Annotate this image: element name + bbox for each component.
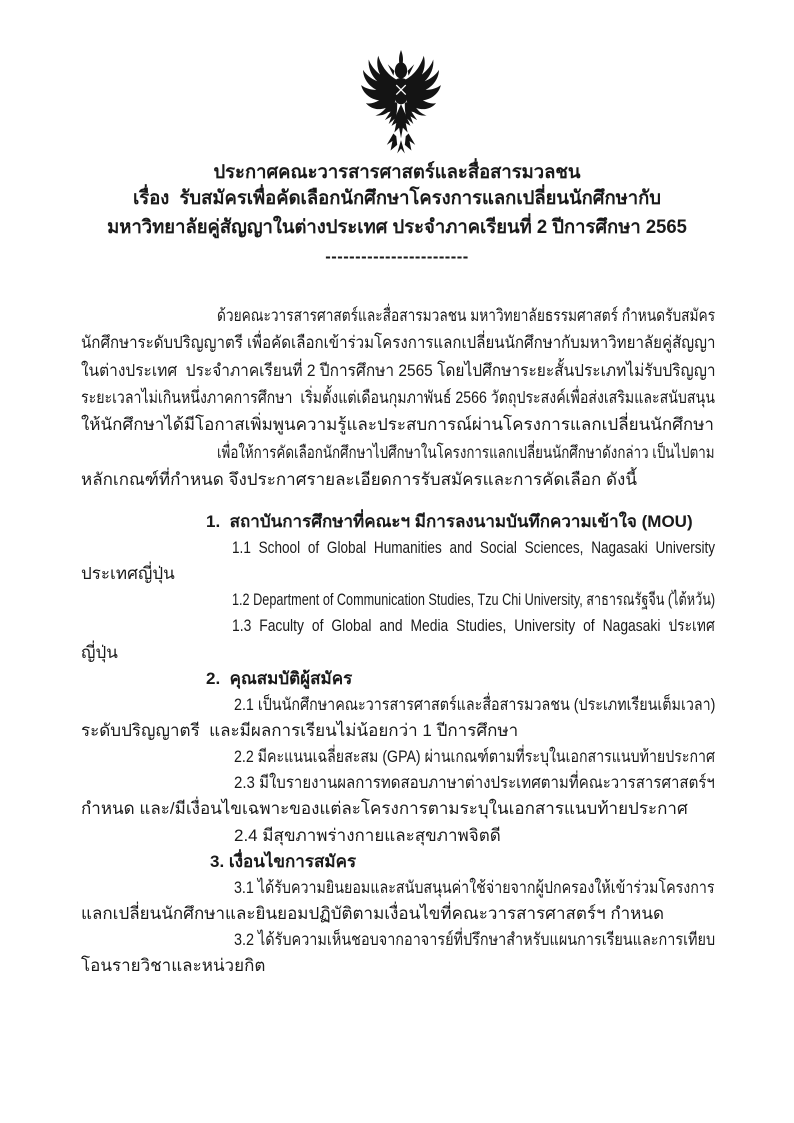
section-heading: 2. คุณสมบัติผู้สมัคร bbox=[206, 669, 353, 688]
section-heading: 1. สถาบันการศึกษาที่คณะฯ มีการลงนามบันทึกความเข้าใจ (MOU) bbox=[206, 512, 693, 531]
section-item-line: 1.1 School of Global Humanities and Social Sciences, Nagasaki University bbox=[232, 538, 716, 557]
section-item-line: ระดับปริญญาตรี และมีผลการเรียนไม่น้อยกว่า 1 ปีการศึกษา bbox=[81, 721, 519, 740]
section-item-line: 1.3 Faculty of Global and Media Studies, University of Nagasaki ประเทศ bbox=[232, 616, 715, 635]
section-item-line: โอนรายวิชาและหน่วยกิต bbox=[81, 956, 266, 975]
section-item-line: 1.2 Department of Communication Studies, Tzu Chi University, สาธารณรัฐจีน (ไต้หวัน) bbox=[232, 590, 716, 609]
section-item-line: 2.3 มีใบรายงานผลการทดสอบภาษาต่างประเทศตามที่คณะวารสารศาสตร์ฯ bbox=[234, 773, 715, 792]
paragraph-line: ให้นักศึกษาได้มีโอกาสเพิ่มพูนความรู้และประสบการณ์ผ่านโครงการแลกเปลี่ยนนักศึกษา bbox=[81, 415, 714, 434]
garuda-emblem-icon bbox=[344, 50, 458, 160]
divider-line: ------------------------ bbox=[325, 247, 469, 266]
paragraph-line: หลักเกณฑ์ที่กำหนด จึงประกาศรายละเอียดการรับสมัครและการคัดเลือก ดังนี้ bbox=[81, 470, 637, 489]
section-item-line: แลกเปลี่ยนนักศึกษาและยินยอมปฏิบัติตามเงื่อนไขที่คณะวารสารศาสตร์ฯ กำหนด bbox=[81, 904, 665, 923]
section-item-line: กำหนด และ/มีเงื่อนไขเฉพาะของแต่ละโครงการตามระบุในเอกสารแนบท้ายประกาศ bbox=[81, 799, 688, 818]
section-item-line: 3.1 ได้รับความยินยอมและสนับสนุนค่าใช้จ่ายจากผู้ปกครองให้เข้าร่วมโครงการ bbox=[234, 878, 715, 897]
section-item-line: 2.4 มีสุขภาพร่างกายและสุขภาพจิตดี bbox=[234, 826, 501, 845]
section-item-line: ประเทศญี่ปุ่น bbox=[81, 564, 175, 583]
section-item-line: ญี่ปุ่น bbox=[81, 643, 118, 662]
section-item-line: 2.1 เป็นนักศึกษาคณะวารสารศาสตร์และสื่อสารมวลชน (ประเภทเรียนเต็มเวลา) bbox=[234, 695, 716, 714]
paragraph-line: ระยะเวลาไม่เกินหนึ่งภาคการศึกษา เริ่มตั้งแต่เดือนกุมภาพันธ์ 2566 วัตถุประสงค์เพื่อส่งเสริมและสนับสนุน bbox=[81, 388, 715, 407]
section-heading: 3. เงื่อนไขการสมัคร bbox=[210, 852, 357, 871]
title-line: มหาวิทยาลัยคู่สัญญาในต่างประเทศ ประจำภาคเรียนที่ 2 ปีการศึกษา 2565 bbox=[107, 217, 687, 238]
paragraph-line: ด้วยคณะวารสารศาสตร์และสื่อสารมวลชน มหาวิทยาลัยธรรมศาสตร์ กำหนดรับสมัคร bbox=[217, 306, 716, 325]
section-item-line: 2.2 มีคะแนนเฉลี่ยสะสม (GPA) ผ่านเกณฑ์ตามที่ระบุในเอกสารแนบท้ายประกาศ bbox=[234, 747, 716, 766]
paragraph-line: นักศึกษาระดับปริญญาตรี เพื่อคัดเลือกเข้าร่วมโครงการแลกเปลี่ยนนักศึกษากับมหาวิทยาลัยคู่สัญญา bbox=[81, 333, 716, 352]
section-item-line: 3.2 ได้รับความเห็นชอบจากอาจารย์ที่ปรึกษาสำหรับแผนการเรียนและการเทียบ bbox=[234, 930, 716, 949]
paragraph-line: ในต่างประเทศ ประจำภาคเรียนที่ 2 ปีการศึกษา 2565 โดยไปศึกษาระยะสั้นประเภทไม่รับปริญญา bbox=[81, 361, 716, 380]
title-line: เรื่อง รับสมัครเพื่อคัดเลือกนักศึกษาโครงการแลกเปลี่ยนนักศึกษากับ bbox=[132, 188, 662, 209]
title-line: ประกาศคณะวารสารศาสตร์และสื่อสารมวลชน bbox=[213, 162, 581, 183]
paragraph-line: เพื่อให้การคัดเลือกนักศึกษาไปศึกษาในโครงการแลกเปลี่ยนนักศึกษาดังกล่าว เป็นไปตาม bbox=[217, 443, 715, 462]
